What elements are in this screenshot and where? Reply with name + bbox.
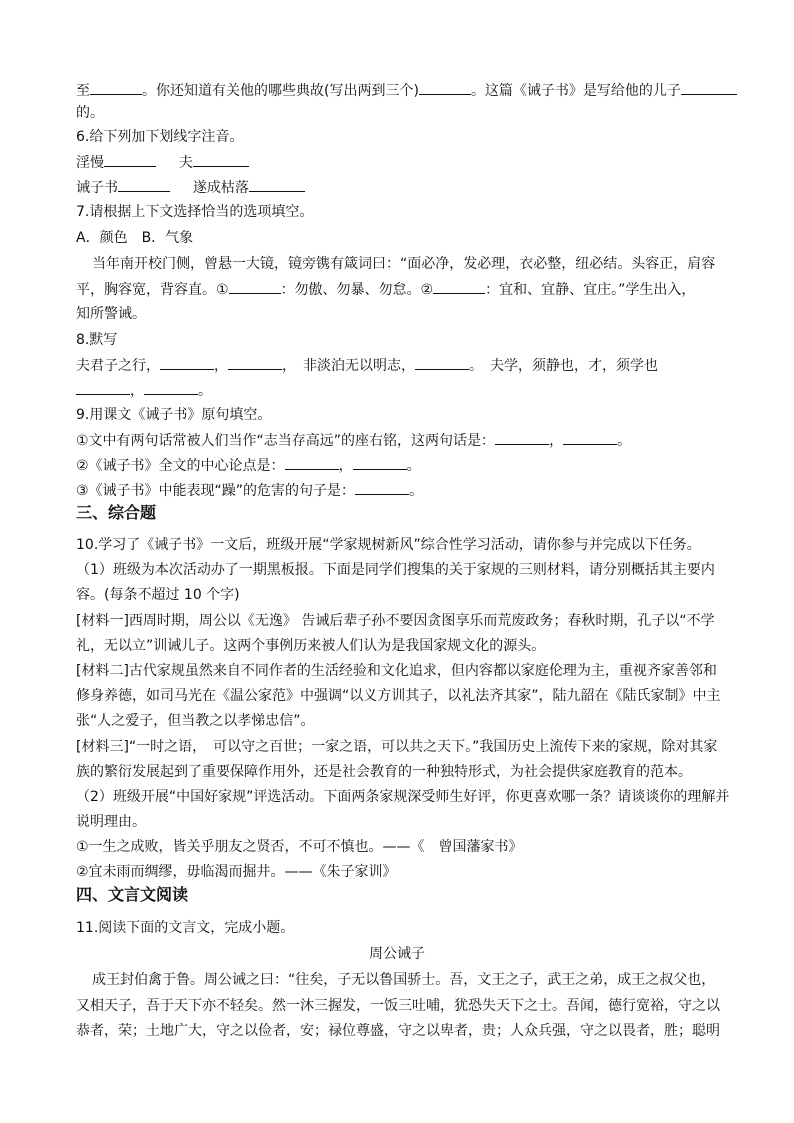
text: 。你还知道有关他的哪些典故(写出两到三个)	[142, 83, 419, 99]
pinyin-word: 诫子书	[76, 180, 118, 196]
q11-line: 11.阅读下面的文言文，完成小题。	[76, 920, 295, 936]
q10-line: [材料三]“一时之语， 可以守之百世；一家之语，可以共之天下。”我国历史上流传下来的家规，除对其家	[76, 739, 718, 755]
q10-line: 说明理由。	[76, 814, 146, 830]
q7-passage-line: 知所警诫。	[76, 306, 146, 322]
text: 。	[406, 458, 421, 474]
q7-title: 7.请根据上下文选择恰当的选项填空。	[76, 204, 314, 220]
answer-blank[interactable]	[355, 480, 409, 495]
q6-row1	[76, 152, 249, 173]
answer-blank[interactable]	[681, 80, 737, 95]
answer-blank[interactable]	[193, 152, 249, 167]
answer-blank[interactable]	[495, 430, 549, 445]
q7-options: A．颜色 B．气象	[76, 230, 194, 246]
passage-line: 恭者，荣；土地广大，守之以俭者，安；禄位尊盛，守之以卑者，贵；人众兵强，守之以畏者，胜；聪明	[76, 1023, 720, 1039]
pinyin-word: 夫	[178, 155, 193, 171]
text: 至	[76, 83, 90, 99]
q10-line: 张“人之爱子，但当教之以孝悌忠信”。	[76, 713, 315, 729]
pinyin-word: 遂成枯落	[192, 180, 249, 196]
text: ，	[549, 433, 564, 449]
answer-blank[interactable]	[415, 355, 469, 370]
q10-line: 族的繁衍发展起到了重要保障作用外，还是社会教育的一种独特形式，为社会提供家庭教育的范本。	[76, 764, 692, 780]
passage-line: 成王封伯禽于鲁。周公诫之曰：“往矣，子无以鲁国骄士。吾，文王之子，武王之弟，成王之叔父也，	[92, 972, 716, 988]
q10-line: 礼，无以立”训诫儿子。这两个事例历来被人们认为是我国家规文化的源头。	[76, 638, 546, 654]
q8-line	[76, 380, 212, 401]
text: 平，胸容宽，背容直。①	[76, 282, 229, 298]
q7-passage-line: 当年南开校门侧，曾悬一大镜，镜旁镌有箴词曰：“面必净，发必理，衣必整，纽必结。头容正，肩容	[92, 256, 716, 272]
answer-blank[interactable]	[563, 430, 617, 445]
q6-row2	[76, 177, 305, 198]
text: ， 非淡泊无以明志，	[282, 358, 415, 374]
q5-end: 的。	[76, 105, 104, 121]
text: ，	[338, 458, 353, 474]
text: 。 夫学，须静也，才，须学也	[469, 358, 658, 374]
text: 。	[617, 433, 632, 449]
q9-line	[76, 455, 421, 476]
q10-line: ①一生之成败，皆关乎朋友之贤否，不可不慎也。——《 曾国藩家书》	[76, 839, 523, 855]
answer-blank[interactable]	[353, 455, 407, 470]
q10-line: ②宜未雨而绸缪，毋临渴而掘井。——《朱子家训》	[76, 864, 397, 880]
text: 。这篇《诫子书》是写给他的儿子	[470, 83, 681, 99]
answer-blank[interactable]	[104, 152, 156, 167]
text: ，	[130, 383, 144, 399]
answer-blank[interactable]	[144, 380, 198, 395]
q6-title: 6.给下列加下划线字注音。	[76, 129, 244, 145]
answer-blank[interactable]	[419, 80, 471, 95]
q10-line: 10.学习了《诫子书》一文后，班级开展“学家规树新风”综合性学习活动，请你参与并完成以下任务。	[76, 537, 701, 553]
answer-blank[interactable]	[228, 355, 282, 370]
text: 夫君子之行，	[76, 358, 160, 374]
q8-line	[76, 355, 658, 376]
q9-line	[76, 480, 423, 501]
q5-line	[76, 80, 737, 101]
text: ③《诫子书》中能表现“躁”的危害的句子是：	[76, 483, 356, 499]
q10-line: 容。(每条不超过 10 个字)	[76, 587, 240, 603]
q10-line: （1）班级为本次活动办了一期黑板报。下面是同学们搜集的关于家规的三则材料，请分别概括其主要内	[76, 562, 715, 578]
q10-line: [材料一]西周时期，周公以《无逸》 告诫后辈子孙不要因贪图享乐而荒废政务；春秋时期，孔子以“不学	[76, 613, 715, 629]
answer-blank[interactable]	[160, 355, 214, 370]
section-heading: 三、综合题	[76, 503, 157, 522]
answer-blank[interactable]	[249, 177, 305, 192]
text: ②《诫子书》全文的中心论点是：	[76, 458, 285, 474]
q10-line: 修身养德，如司马光在《温公家范》中强调“以义方训其子，以礼法齐其家”，陆九韶在《陆氏家制》中主	[76, 688, 721, 704]
section-heading: 四、文言文阅读	[76, 885, 189, 904]
answer-blank[interactable]	[285, 455, 339, 470]
answer-blank[interactable]	[229, 279, 281, 294]
answer-blank[interactable]	[90, 80, 142, 95]
answer-blank[interactable]	[118, 177, 170, 192]
passage-title: 周公诫子	[369, 946, 425, 962]
q10-line: [材料二]古代家规虽然来自不同作者的生活经验和文化追求，但内容都以家庭伦理为主，重视齐家善邻和	[76, 663, 717, 679]
passage-line: 又相天子，吾于天下亦不轻矣。然一沐三握发，一饭三吐哺，犹恐失天下之士。吾闻，德行宽裕，守之以	[76, 998, 720, 1014]
answer-blank[interactable]	[76, 380, 130, 395]
text: ：宜和、宜静、宜庄。”学生出入，	[485, 282, 696, 298]
q10-line: （2）班级开展“中国好家规”评选活动。下面两条家规深受师生好评，你更喜欢哪一条？请谈谈你的理解并	[76, 789, 730, 805]
q9-line	[76, 430, 631, 451]
q8-title: 8.默写	[76, 332, 118, 348]
answer-blank[interactable]	[433, 279, 485, 294]
text: ①文中有两句话常被人们当作“志当存高远”的座右铭，这两句话是：	[76, 433, 496, 449]
text: ，	[214, 358, 228, 374]
q7-passage-line	[76, 279, 695, 300]
text: 。	[409, 483, 424, 499]
pinyin-word: 淫慢	[76, 155, 104, 171]
text: ：勿傲、勿暴、勿怠。②	[280, 282, 434, 298]
text: 。	[198, 383, 212, 399]
q9-title: 9.用课文《诫子书》原句填空。	[76, 407, 272, 423]
